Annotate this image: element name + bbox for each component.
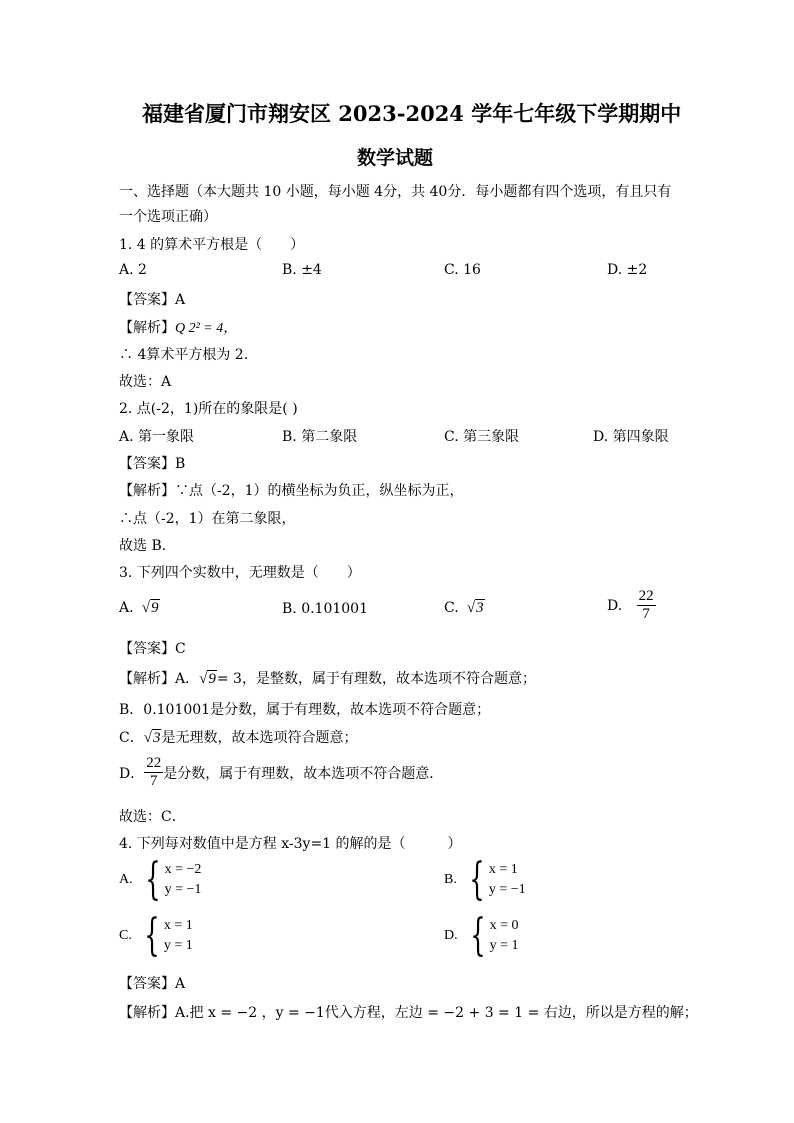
sqrt-icon: √9 — [138, 600, 159, 616]
q3-analysis-c — [119, 727, 357, 747]
q1-answer: 【答案】A — [119, 292, 186, 308]
q3-analysis-c-rest: 是无理数，故本选项符合题意； — [161, 730, 358, 746]
q4-option-d-row1: x = 0 — [489, 918, 519, 933]
q2-answer: 【答案】B — [119, 456, 186, 472]
q1-choose: 故选：A — [119, 374, 172, 390]
q4-option-c-label: C. — [119, 928, 132, 943]
q2-option-a: A. 第一象限 — [119, 429, 195, 445]
sqrt-icon: √3 — [463, 600, 484, 616]
fraction — [637, 588, 656, 624]
section-heading-cont: 一个选项正确） — [119, 209, 217, 225]
q3-option-c-label: C. — [444, 600, 459, 616]
q1-stem: 1. 4 的算术平方根是（ ） — [119, 237, 305, 253]
q4-stem: 4. 下列每对数值中是方程 x-3y=1 的解的是（ ） — [119, 836, 462, 852]
fraction-denominator: 7 — [642, 606, 650, 623]
q1-option-c: C. 16 — [444, 262, 481, 278]
q3-option-a-label: A. — [119, 600, 134, 616]
q4-option-b — [444, 854, 526, 905]
fraction-numerator: 22 — [637, 588, 656, 606]
q4-option-d-label: D. — [444, 928, 458, 943]
page-subtitle: 数学试题 — [357, 147, 434, 169]
q3-choose: 故选：C． — [119, 809, 186, 825]
q3-analysis-a-radicand: 9 — [208, 671, 216, 687]
q1-option-a: A. 2 — [119, 262, 147, 278]
q1-analysis-2: ∴ 4算术平方根为 2． — [119, 347, 258, 363]
page-title: 福建省厦门市翔安区 2023-2024 学年七年级下学期期中 — [142, 101, 682, 126]
q2-option-b: B. 第二象限 — [282, 429, 358, 445]
q1-analysis-label: 【解析】 — [119, 320, 175, 336]
q4-option-c-row1: x = 1 — [163, 918, 193, 933]
q1-analysis-math: Q 2² = 4， — [175, 321, 238, 336]
q4-analysis: 【解析】A.把 x = −2 ，y = −1代入方程，左边 = −2 + 3 = 1 = 右边，所以是方程的解； — [119, 1005, 698, 1021]
q3-analysis-c-prefix: C． — [119, 730, 144, 746]
q4-option-d — [444, 910, 519, 961]
q2-choose: 故选 B． — [119, 538, 176, 554]
q3-analysis-d-rest: 是分数，属于有理数，故本选项不符合题意． — [163, 765, 444, 782]
sqrt-icon: √3 — [143, 730, 161, 746]
brace-icon: { — [144, 910, 160, 961]
q4-option-a-row2: y = −1 — [164, 882, 202, 897]
q3-option-d — [607, 588, 656, 624]
q4-option-a — [119, 854, 202, 905]
q4-option-c-row2: y = 1 — [163, 938, 193, 953]
q3-option-a-radicand: 9 — [151, 600, 159, 616]
q4-option-b-row2: y = −1 — [488, 882, 526, 897]
q1-option-d: D. ±2 — [607, 262, 648, 278]
brace-icon: { — [144, 854, 161, 905]
q4-answer: 【答案】A — [119, 976, 186, 992]
q2-option-c: C. 第三象限 — [444, 429, 520, 445]
q1-option-b: B. ±4 — [282, 262, 322, 278]
fraction-numerator: 22 — [144, 755, 163, 773]
fraction — [144, 755, 163, 791]
q4-option-a-row1: x = −2 — [164, 862, 202, 877]
q4-option-a-label: A. — [119, 872, 133, 887]
q3-analysis-d-prefix: D． — [119, 765, 145, 782]
q2-option-d: D. 第四象限 — [593, 429, 669, 445]
q4-option-b-row1: x = 1 — [488, 862, 518, 877]
q4-option-b-label: B. — [444, 872, 457, 887]
q2-analysis: 【解析】∵点（-2，1）的横坐标为负正，纵坐标为正， — [119, 483, 464, 499]
q3-analysis-a-prefix: 【解析】A． — [119, 671, 200, 687]
q4-option-d-row2: y = 1 — [489, 938, 519, 953]
brace-icon: { — [469, 910, 486, 961]
section-heading: 一、选择题（本大题共 10 小题，每小题 4分，共 40分．每小题都有四个选项，有且只有 — [119, 184, 672, 200]
fraction-denominator: 7 — [149, 773, 158, 790]
q3-analysis-b: B．0.101001是分数，属于有理数，故本选项不符合题意； — [119, 702, 491, 718]
q3-analysis-c-radicand: 3 — [152, 730, 161, 746]
q3-option-d-label: D. — [607, 597, 623, 614]
q3-analysis-a-rest: = 3，是整数，属于有理数，故本选项不符合题意； — [216, 671, 536, 687]
q1-analysis — [119, 317, 237, 337]
q2-analysis-2: ∴点（-2，1）在第二象限， — [119, 511, 296, 527]
q4-option-c — [119, 910, 193, 961]
q3-option-c — [444, 600, 485, 617]
q3-option-c-radicand: 3 — [476, 600, 484, 616]
q2-stem: 2. 点(-2，1)所在的象限是( ) — [119, 401, 298, 417]
q3-answer: 【答案】C — [119, 641, 186, 657]
q3-option-a — [119, 600, 160, 617]
q3-option-b: B. 0.101001 — [282, 601, 368, 617]
q3-stem: 3. 下列四个实数中，无理数是（ ） — [119, 565, 361, 581]
q3-analysis-a — [119, 668, 536, 688]
sqrt-icon: √9 — [199, 671, 216, 687]
brace-icon: { — [469, 854, 485, 905]
q3-analysis-d — [119, 755, 443, 791]
